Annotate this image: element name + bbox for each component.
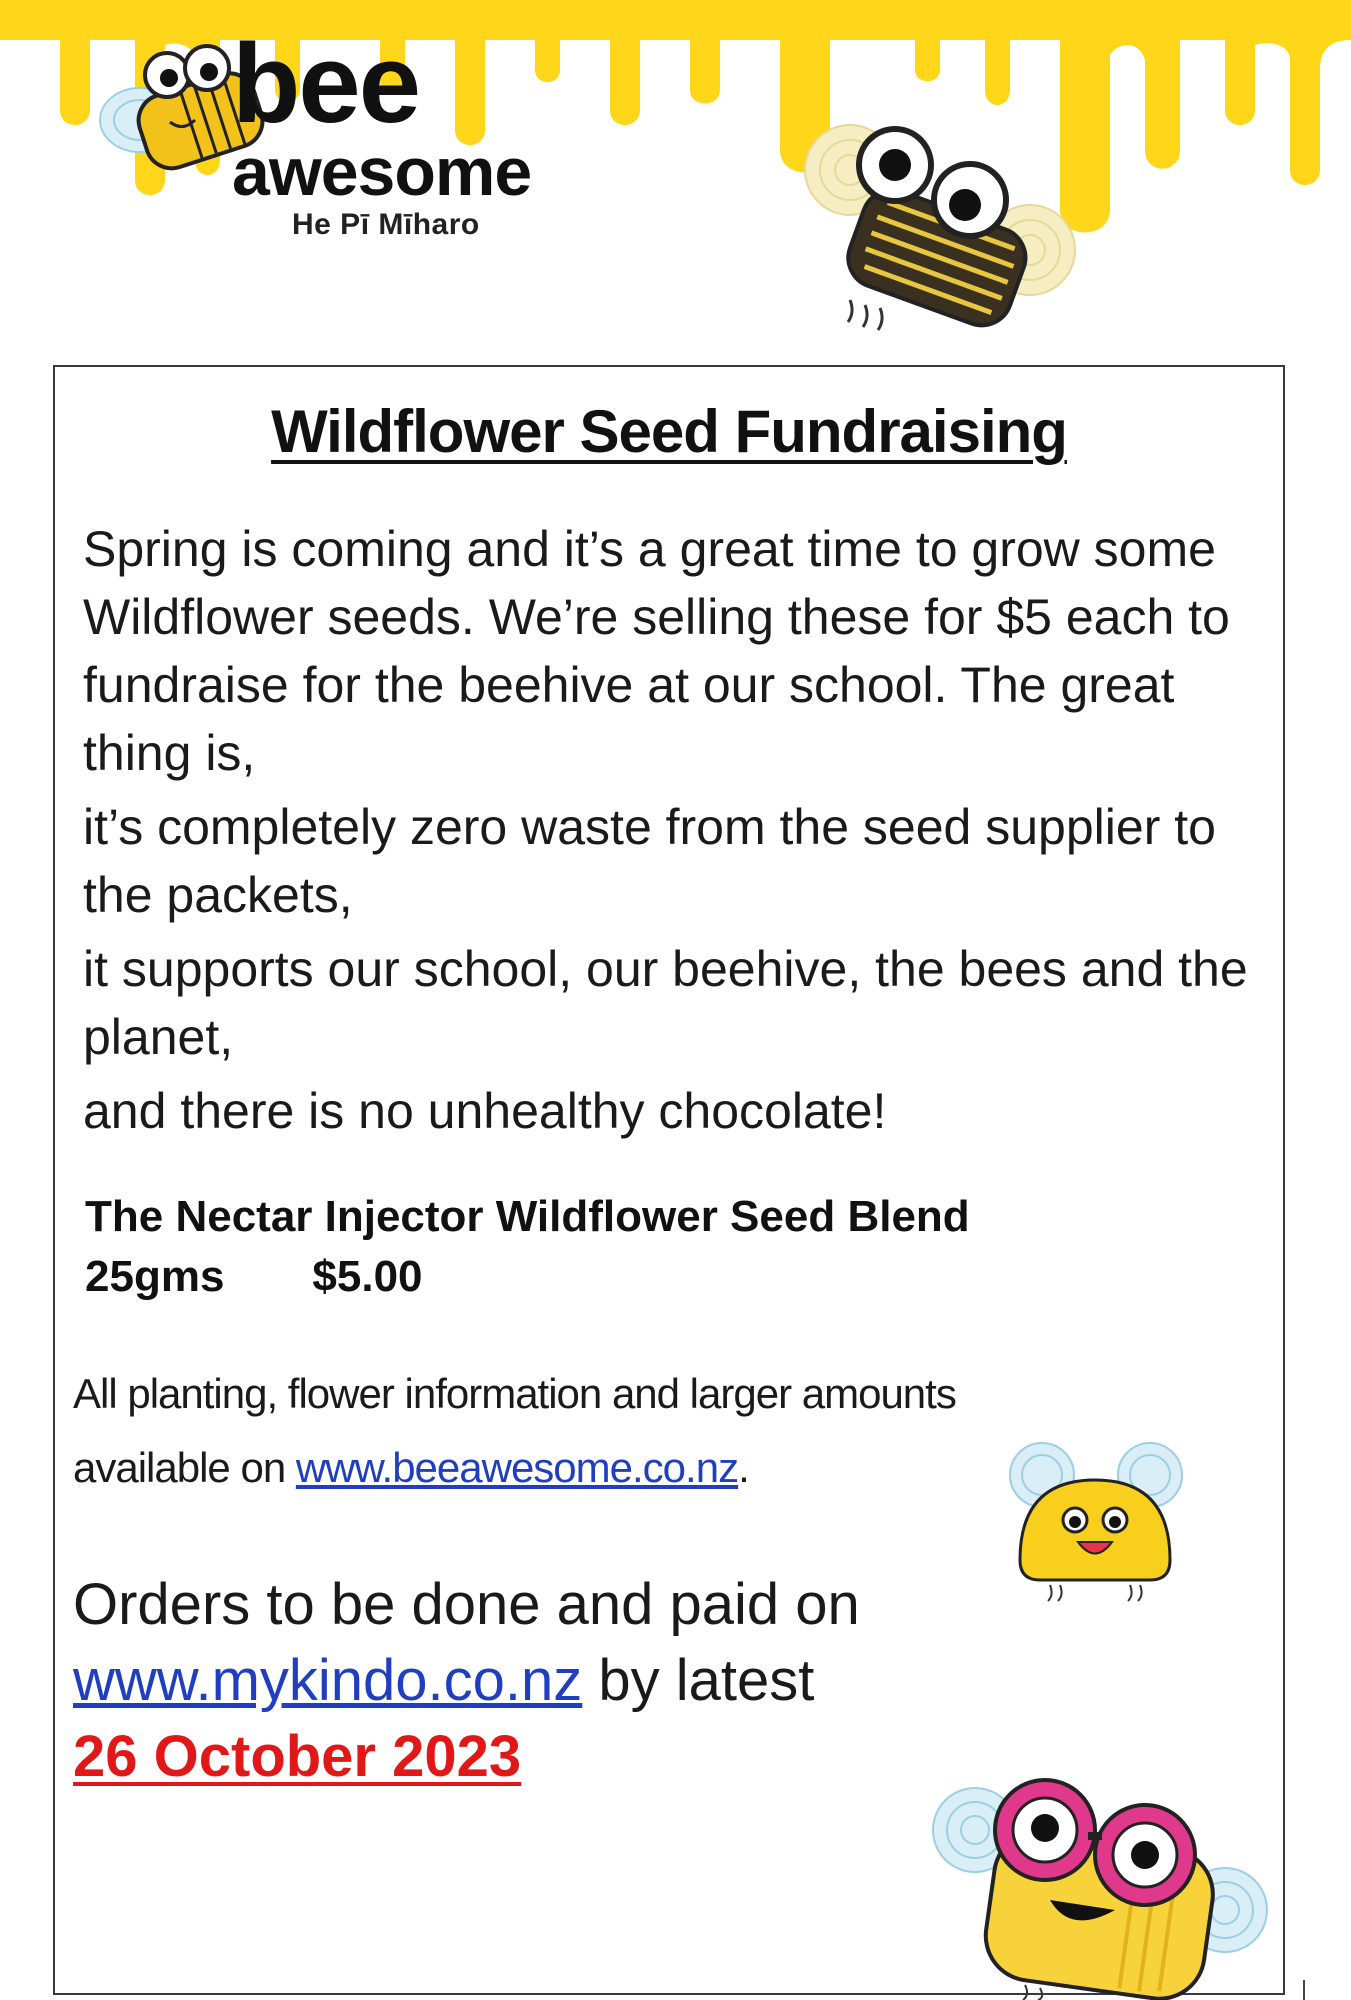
product-info bbox=[85, 1187, 970, 1307]
orders-suffix: by latest bbox=[582, 1648, 815, 1713]
intro-paragraph: Spring is coming and it’s a great time to grow some Wildflower seeds. We’re selling these for $5 each to fundraise for the beehive at our school. The great thing is, bbox=[83, 521, 1230, 781]
bee-smiling-icon bbox=[1000, 1440, 1190, 1610]
intro-text bbox=[83, 515, 1263, 1151]
intro-paragraph: and there is no unhealthy chocolate! bbox=[83, 1083, 887, 1139]
logo-word-bee: bee bbox=[232, 21, 419, 146]
logo-wordmark bbox=[232, 21, 419, 146]
notice-title: Wildflower Seed Fundraising bbox=[271, 398, 1067, 465]
bee-glasses-icon bbox=[795, 120, 1085, 340]
bee-pink-glasses-icon bbox=[930, 1760, 1270, 2000]
orders-text bbox=[73, 1567, 860, 1795]
beeawesome-link[interactable]: www.beeawesome.co.nz bbox=[295, 1444, 739, 1491]
edge-mark bbox=[1303, 1980, 1305, 2000]
product-name: The Nectar Injector Wildflower Seed Blend bbox=[85, 1192, 970, 1241]
intro-paragraph: it supports our school, our beehive, the bees and the planet, bbox=[83, 941, 1248, 1065]
product-price: $5.00 bbox=[312, 1252, 423, 1301]
orders-line: Orders to be done and paid on bbox=[73, 1572, 860, 1637]
info-suffix: . bbox=[738, 1444, 749, 1491]
intro-paragraph: it’s completely zero waste from the seed supplier to the packets, bbox=[83, 799, 1216, 923]
fundraising-notice-card bbox=[53, 365, 1285, 1995]
logo-word-awesome: awesome bbox=[232, 134, 532, 210]
product-weight: 25gms bbox=[85, 1252, 225, 1301]
info-prefix: available on bbox=[73, 1444, 296, 1491]
info-line: All planting, flower information and larger amounts bbox=[73, 1370, 956, 1417]
order-deadline: 26 October 2023 bbox=[73, 1724, 522, 1789]
product-details bbox=[85, 1247, 970, 1307]
mykindo-link[interactable]: www.mykindo.co.nz bbox=[73, 1648, 583, 1713]
logo-subtitle: He Pī Mīharo bbox=[292, 208, 480, 241]
orders-link-line bbox=[73, 1643, 860, 1719]
